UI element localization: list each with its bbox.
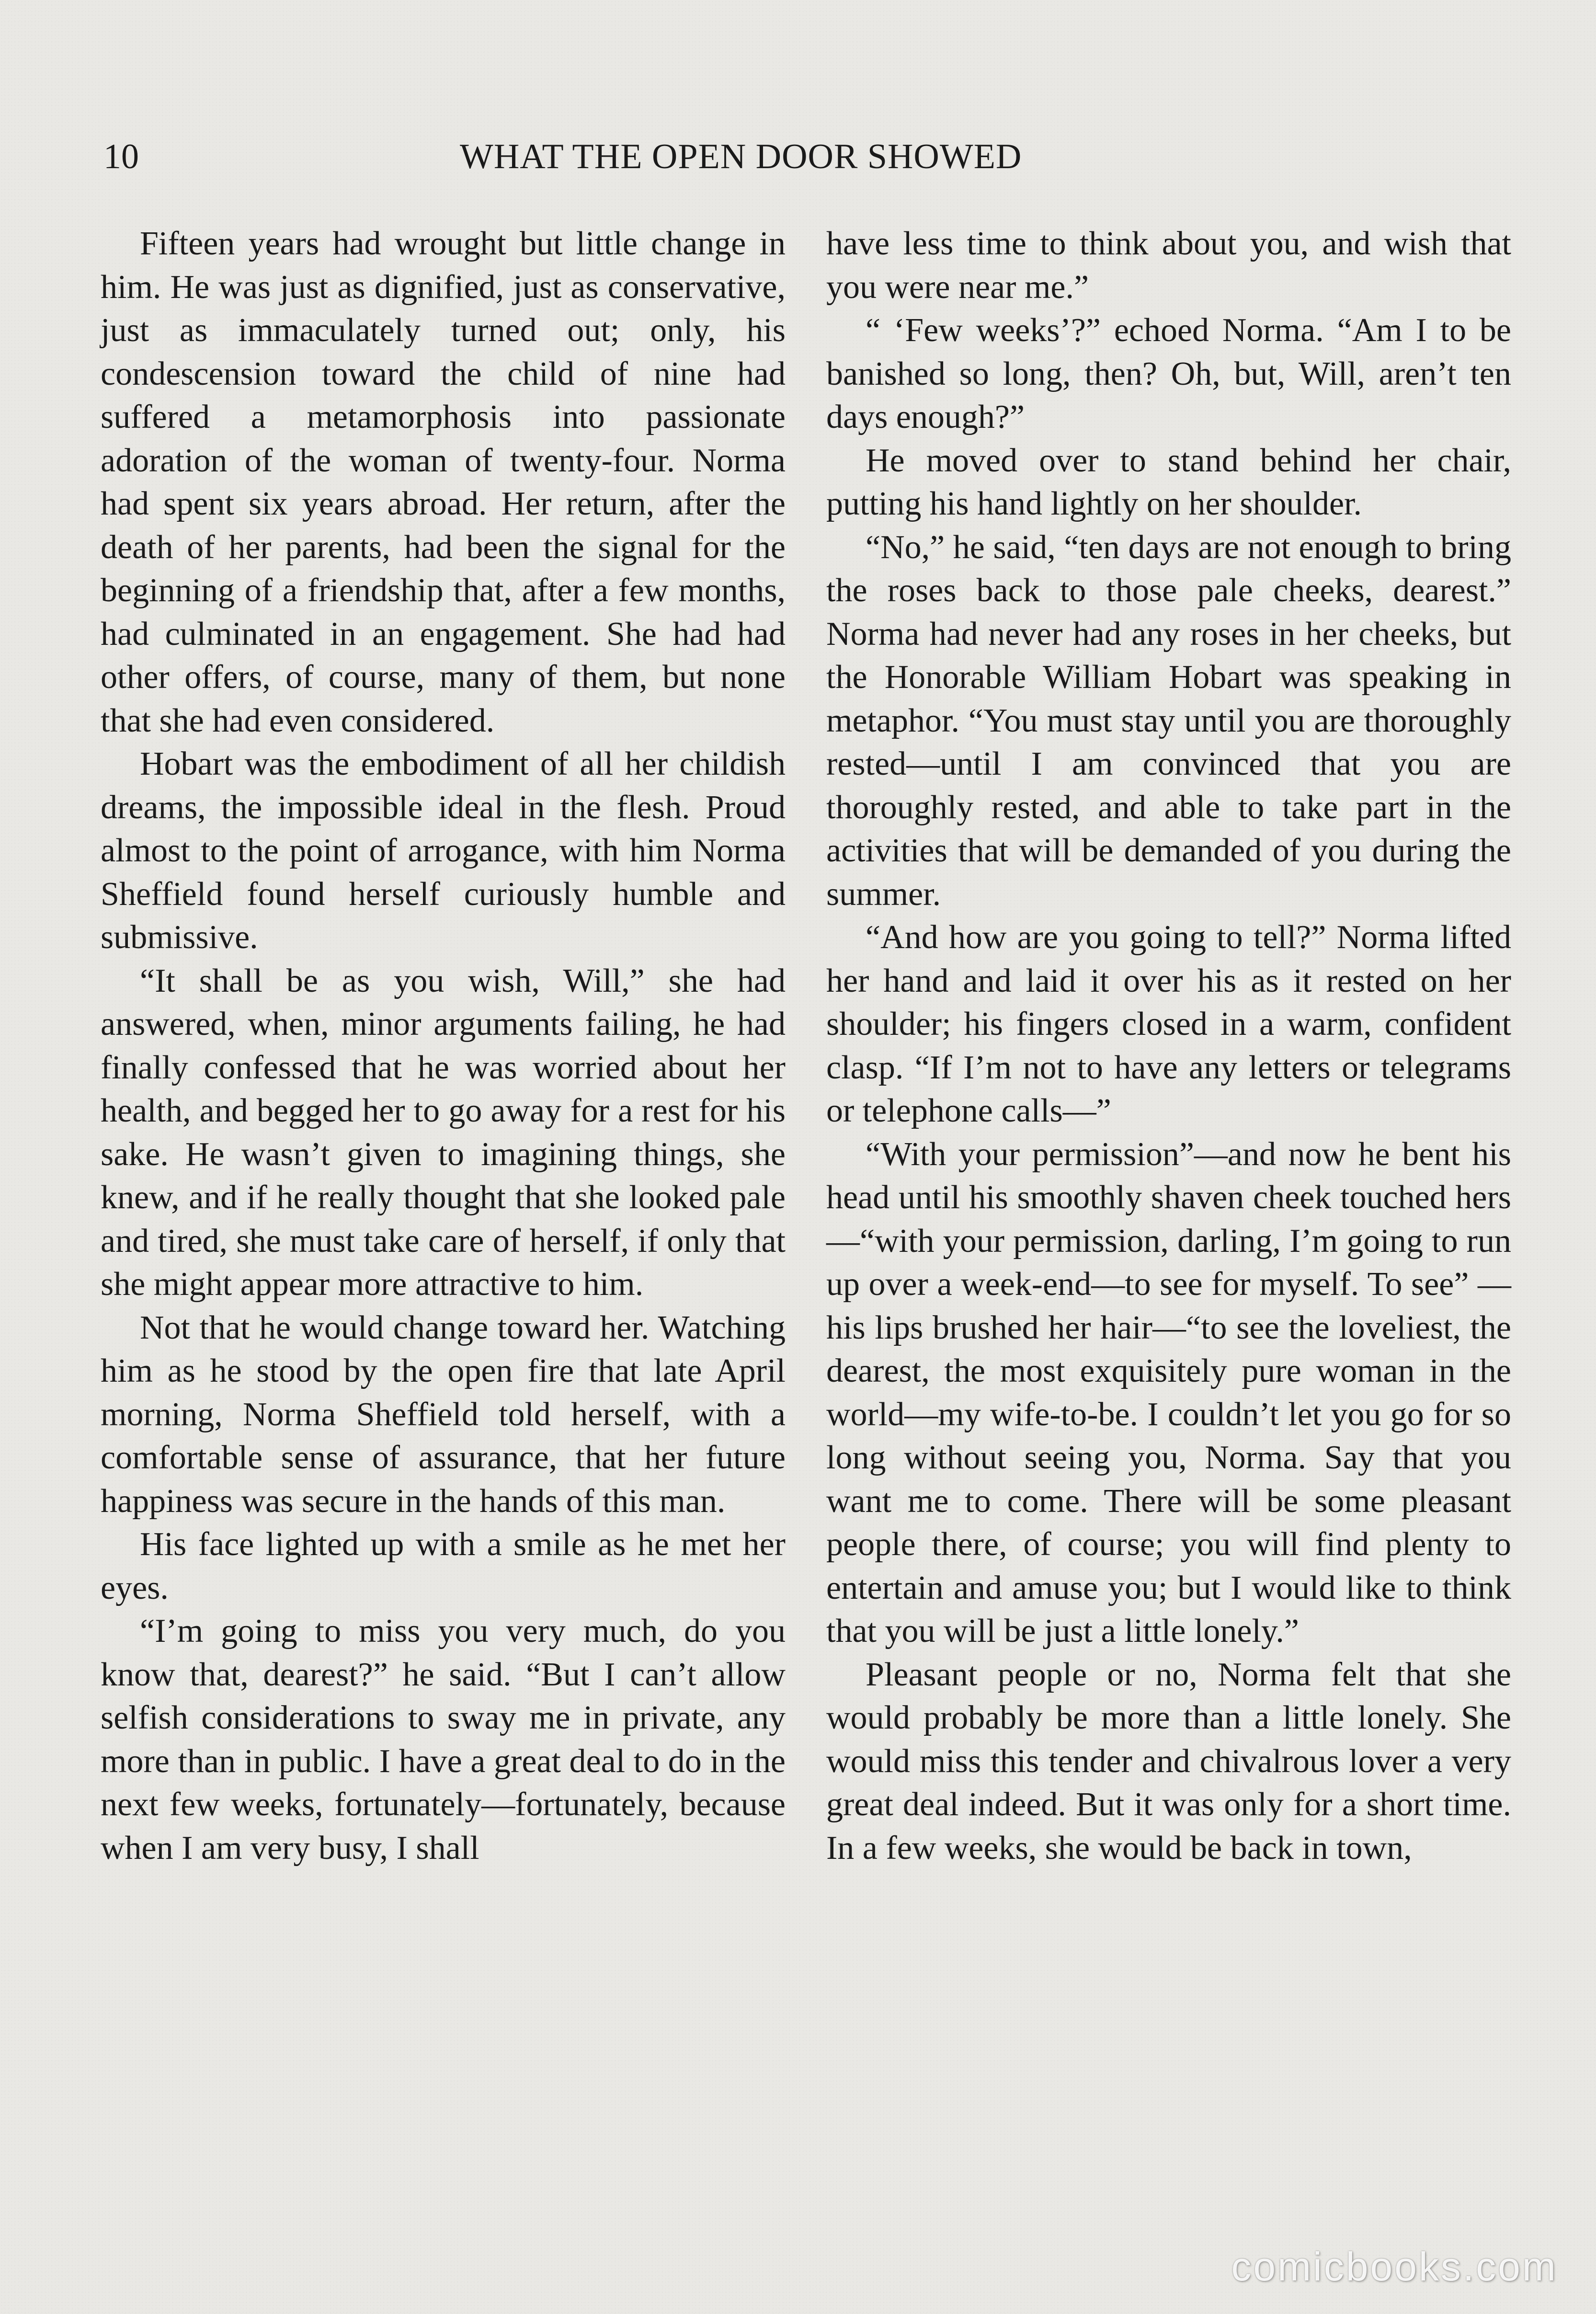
page-number: 10 [103, 137, 139, 176]
right-column [826, 222, 1511, 1870]
paragraph: Not that he would change toward her. Watching him as he stood by the open fire that late April morning, Norma Sheffield told herself, with a comfortable sense of assurance, that her future happiness was secure in the hands of this man. [101, 1309, 786, 1520]
paragraph: Hobart was the embodiment of all her childish dreams, the impossible ideal in the flesh. Proud almost to the point of arrogance, with him Norma Sheffield found herself curiously humble and submissive. [101, 745, 786, 956]
paragraph: “ ‘Few weeks’?” echoed Norma. “Am I to be banished so long, then? Oh, but, Will, aren’t ten days enough?” [826, 312, 1511, 435]
paragraph-continued: have less time to think about you, and wish that you were near me.” [826, 225, 1511, 306]
paragraph: “With your permission”—and now he bent his head until his smoothly shaven cheek touched hers—“with your permission, darling, I’m going to run up over a week-end—to see for myself. To see” —his lips brushed her hair—“to see the loveliest, the dearest, the most exquisitely pure woman in the world—my wife-to-be. I couldn’t let you go for so long without seeing you, Norma. Say that you want me to come. There will be some pleasant people there, of course; you will find plenty to entertain and amuse you; but I would like to think that you will be just a little lonely.” [826, 1135, 1511, 1650]
paragraph: “No,” he said, “ten days are not enough to bring the roses back to those pale cheeks, dearest.” Norma had never had any roses in her cheeks, but the Honorable William Hobart was speaking in metaphor. “You must stay until you are thoroughly rested—until I am convinced that you are thoroughly rested, and able to take part in the activities that will be demanded of you during the summer. [826, 528, 1511, 913]
paragraph: Pleasant people or no, Norma felt that she would probably be more than a little lonely. She would miss this tender and chivalrous lover a very great deal indeed. But it was only for a short time. In a few weeks, she would be back in town, [826, 1656, 1511, 1867]
paragraph: He moved over to stand behind her chair, putting his hand lightly on her shoulder. [826, 442, 1511, 522]
paragraph: Fifteen years had wrought but little change in him. He was just as dignified, just as conservative, just as immaculately turned out; only, his condescension toward the child of nine had suffered a metamorphosis into passionate adoration of the woman of twenty-four. Norma had spent six years abroad. Her return, after the death of her parents, had been the signal for the beginning of a friendship that, after a few months, had culminated in an engagement. She had had other offers, of course, many of them, but none that she had even considered. [101, 225, 786, 739]
left-column [101, 222, 786, 1870]
paragraph: “I’m going to miss you very much, do you know that, dearest?” he said. “But I can’t allow selfish considerations to sway me in private, any more than in public. I have a great deal to do in the next few weeks, fortunately—fortunately, because when I am very busy, I shall [101, 1613, 786, 1867]
paragraph: “It shall be as you wish, Will,” she had answered, when, minor arguments failing, he had finally confessed that he was worried about her health, and begged her to go away for a rest for his sake. He wasn’t given to imagining things, she knew, and if he really thought that she looked pale and tired, she must take care of herself, if only that she might appear more attractive to him. [101, 962, 786, 1303]
paragraph: His face lighted up with a smile as he met her eyes. [101, 1526, 786, 1606]
paragraph: “And how are you going to tell?” Norma lifted her hand and laid it over his as it rested on her shoulder; his fingers closed in a warm, confident clasp. “If I’m not to have any letters or telegrams or telephone calls—” [826, 919, 1511, 1129]
running-head: WHAT THE OPEN DOOR SHOWED [460, 137, 1022, 176]
watermark-logo: comicbooks.com [1231, 2244, 1558, 2289]
